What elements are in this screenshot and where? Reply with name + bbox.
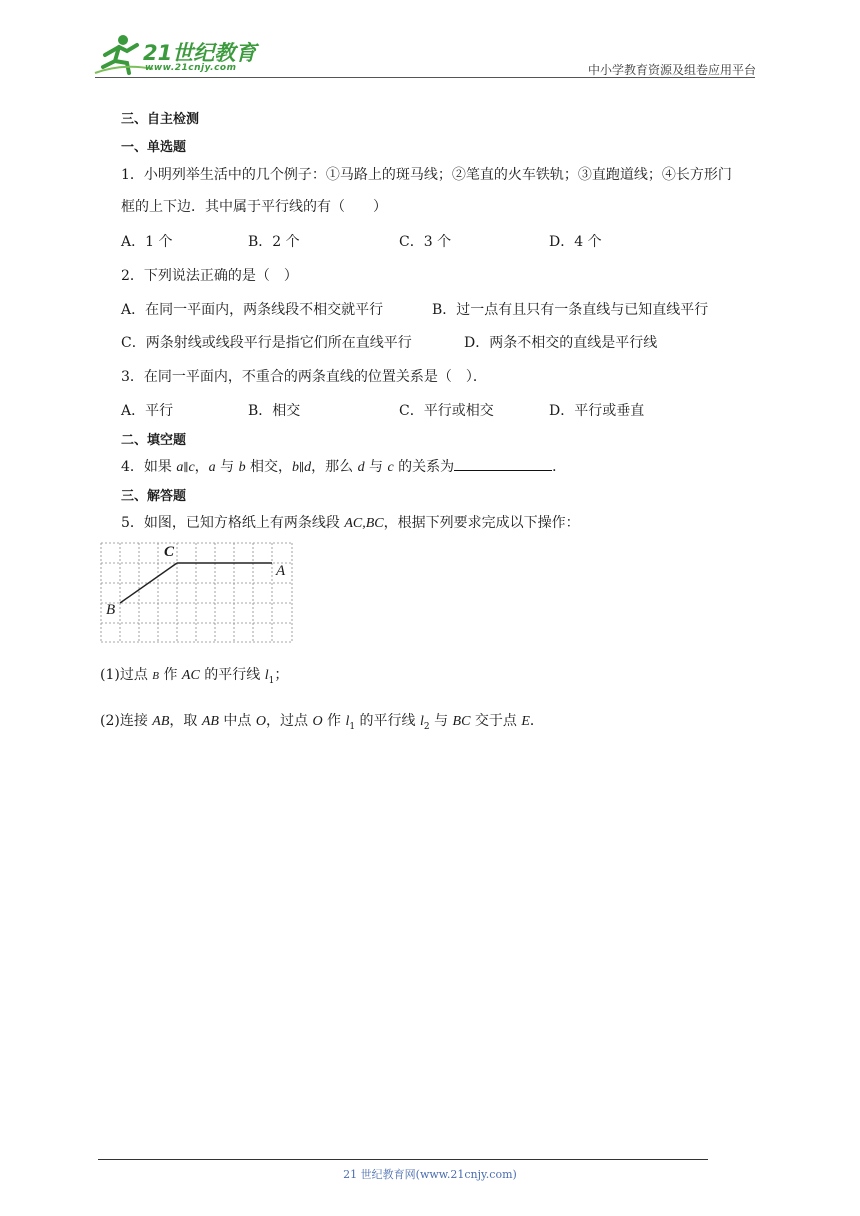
grid-lines — [101, 543, 292, 642]
q4-text: 与 — [215, 459, 239, 475]
q5-stem-text: ，根据下列要求完成以下操作： — [383, 515, 580, 531]
var-l: l — [420, 714, 424, 729]
q1-option-b: B．2 个 — [248, 234, 300, 250]
q3-option-c: C．平行或相交 — [399, 403, 494, 419]
var-o: O — [312, 714, 323, 729]
q5-sub2-text: 交于点 — [470, 713, 522, 729]
parallel-symbol: ∥ — [183, 461, 189, 474]
section-fill-blank: 二、填空题 — [121, 433, 187, 448]
var-c: c — [387, 460, 394, 475]
q1-option-a: A．1 个 — [121, 234, 173, 250]
header-platform-text: 中小学教育资源及组卷应用平台 — [587, 63, 756, 77]
q5-sub2-text: 与 — [429, 713, 453, 729]
q5-sub2-text: ，过点 — [265, 713, 313, 729]
site-logo — [93, 33, 263, 77]
var-l: l — [345, 714, 350, 729]
q4-end: ． — [552, 459, 567, 475]
section-single-choice: 一、单选题 — [121, 140, 187, 155]
var-a: a — [176, 460, 184, 475]
q4-text: 4．如果 — [121, 459, 177, 475]
q5-stem-text: 5．如图，已知方格纸上有两条线段 — [121, 515, 345, 531]
var-o: O — [255, 714, 266, 729]
var-ab: AB — [201, 714, 219, 729]
var-c: c — [188, 460, 195, 475]
q1-option-c: C．3 个 — [399, 234, 452, 250]
var-b: b — [292, 460, 300, 475]
var-b: B — [152, 670, 160, 682]
q5-sub2-text: 中点 — [218, 713, 256, 729]
q2-option-b: B．过一点有且只有一条直线与已知直线平行 — [432, 302, 709, 318]
q5-sub2-end: ． — [529, 713, 544, 729]
subscript: 1 — [268, 675, 275, 686]
logo-title: 21世纪教育 — [143, 41, 257, 65]
point-a-label: A — [276, 563, 286, 579]
q5-sub1-text: (1)过点 — [100, 667, 153, 683]
footer-divider — [98, 1159, 708, 1160]
q5-sub2 — [100, 710, 544, 732]
footer-link[interactable]: 21 世纪教育网(www.21cnjy.com) — [343, 1168, 517, 1181]
q4-text: 相交， — [245, 459, 293, 475]
q5-sub2-text: ，取 — [169, 713, 202, 729]
var-b: b — [238, 460, 246, 475]
var-bc: BC — [452, 714, 471, 729]
q2-option-d: D．两条不相交的直线是平行线 — [464, 335, 658, 351]
grid-figure — [100, 542, 294, 644]
q3-stem: 3．在同一平面内，不重合的两条直线的位置关系是（ ）． — [121, 369, 487, 385]
point-b-label: B — [106, 602, 116, 618]
segment-bc — [120, 563, 177, 603]
q1-line2: 框的上下边．其中属于平行线的有（ ） — [121, 199, 387, 215]
q5-sub1-end: ； — [274, 667, 289, 683]
logo-url: www.21cnjy.com — [145, 63, 237, 73]
q3-option-b: B．相交 — [248, 403, 301, 419]
q4-line — [121, 456, 566, 476]
q5-segments: AC,BC — [344, 516, 384, 531]
q2-stem: 2．下列说法正确的是（ ） — [121, 268, 298, 284]
q4-text: ， — [194, 459, 209, 475]
q4-text: ，那么 — [311, 459, 358, 475]
q5-sub1 — [100, 664, 288, 686]
q5-sub1-text: 作 — [159, 667, 182, 683]
q5-sub2-text: 作 — [322, 713, 346, 729]
q3-option-a: A．平行 — [121, 403, 174, 419]
section-title: 三、自主检测 — [121, 112, 200, 127]
section-answer: 三、解答题 — [121, 489, 187, 504]
parallel-symbol: ∥ — [299, 461, 305, 474]
header-divider — [95, 77, 755, 78]
q5-sub2-text: (2)连接 — [100, 713, 153, 729]
subscript: 1 — [349, 721, 356, 732]
q1-line1: 1．小明列举生活中的几个例子：①马路上的斑马线；②笔直的火车铁轨；③直跑道线；④长方形门 — [121, 167, 732, 183]
var-d: d — [357, 460, 365, 475]
q2-option-a: A．在同一平面内，两条线段不相交就平行 — [121, 302, 384, 318]
var-e: E — [521, 714, 530, 729]
var-a: a — [208, 460, 216, 475]
q3-option-d: D．平行或垂直 — [549, 403, 645, 419]
q2-option-c: C．两条射线或线段平行是指它们所在直线平行 — [121, 335, 412, 351]
answer-blank[interactable] — [454, 458, 552, 471]
q5-stem — [121, 512, 580, 532]
q4-text: 的关系为 — [393, 459, 455, 475]
var-ab: AB — [152, 714, 170, 729]
q4-text: 与 — [364, 459, 388, 475]
q1-option-d: D．4 个 — [549, 234, 602, 250]
var-d: d — [304, 460, 312, 475]
var-l: l — [264, 668, 269, 683]
var-ac: AC — [181, 668, 200, 683]
q5-sub1-text: 的平行线 — [199, 667, 265, 683]
q5-sub2-text: 的平行线 — [355, 713, 420, 729]
subscript: 2 — [423, 721, 430, 732]
point-c-label: C — [164, 544, 175, 560]
